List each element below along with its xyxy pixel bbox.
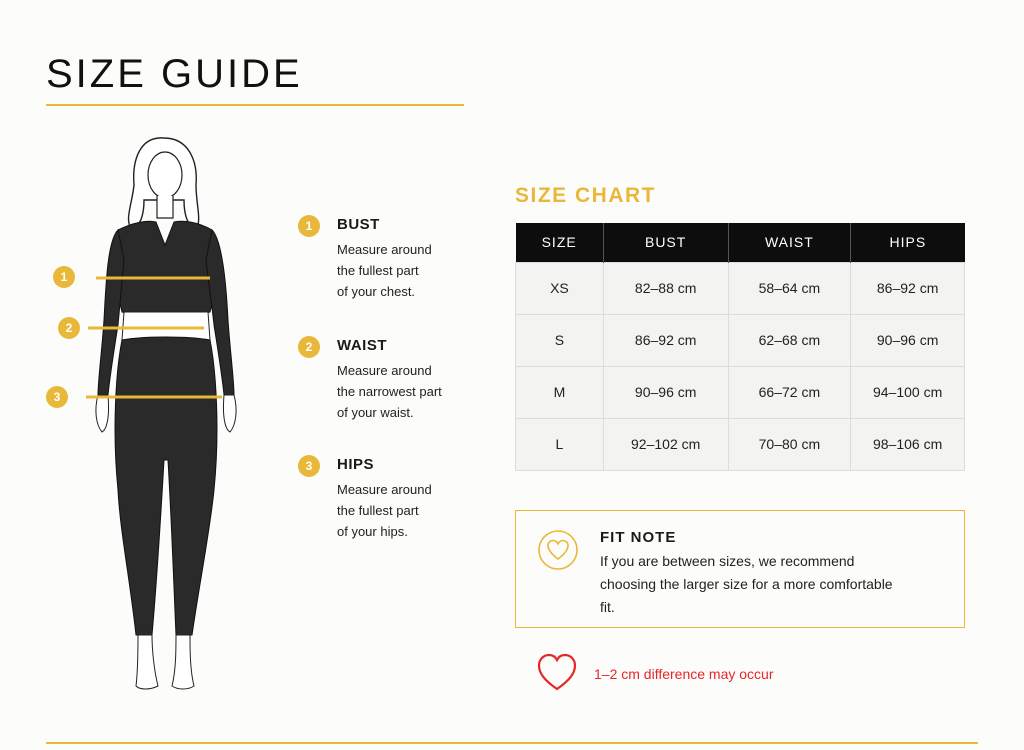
measurement-description: Measure around the narrowest part of your waist. xyxy=(337,363,442,420)
table-cell: 86–92 cm xyxy=(851,262,965,314)
table-cell: 58–64 cm xyxy=(728,262,851,314)
fit-note-box xyxy=(515,510,965,628)
column-header-bust: BUST xyxy=(603,223,728,262)
measurement-number-badge: 2 xyxy=(298,336,320,358)
measurement-number-badge: 1 xyxy=(298,215,320,237)
table-cell: 70–80 cm xyxy=(728,418,851,470)
table-cell: 66–72 cm xyxy=(728,366,851,418)
measurement-description: Measure around the fullest part of your chest. xyxy=(337,242,432,299)
title-divider xyxy=(46,104,464,106)
measurement-label: HIPS xyxy=(337,456,375,473)
heart-circle-icon xyxy=(537,529,579,571)
table-cell: XS xyxy=(516,262,604,314)
table-header-row xyxy=(516,223,965,262)
table-cell: 90–96 cm xyxy=(603,366,728,418)
table-cell: 98–106 cm xyxy=(851,418,965,470)
table-cell: 92–102 cm xyxy=(603,418,728,470)
size-difference-disclaimer: 1–2 cm difference may occur xyxy=(594,666,774,682)
fit-note-text: If you are between sizes, we recommend choosing the larger size for a more comfortable fit. xyxy=(600,553,893,615)
measurement-number-badge: 3 xyxy=(298,455,320,477)
body-figure-illustration xyxy=(44,130,274,700)
table-row xyxy=(516,314,965,366)
table-row xyxy=(516,366,965,418)
table-cell: 86–92 cm xyxy=(603,314,728,366)
size-chart-title: SIZE CHART xyxy=(515,184,656,207)
measurement-label: BUST xyxy=(337,216,380,233)
column-header-size: SIZE xyxy=(516,223,604,262)
table-cell: S xyxy=(516,314,604,366)
table-cell: M xyxy=(516,366,604,418)
table-row xyxy=(516,418,965,470)
fit-note-title: FIT NOTE xyxy=(600,529,677,546)
table-row xyxy=(516,262,965,314)
table-cell: 90–96 cm xyxy=(851,314,965,366)
svg-text:3: 3 xyxy=(53,390,61,404)
size-chart-table xyxy=(515,223,965,471)
heart-outline-icon xyxy=(536,652,578,692)
table-cell: L xyxy=(516,418,604,470)
measurement-label: WAIST xyxy=(337,337,387,354)
svg-text:2: 2 xyxy=(65,321,73,335)
page-title: SIZE GUIDE xyxy=(46,52,303,96)
column-header-hips: HIPS xyxy=(851,223,965,262)
svg-text:1: 1 xyxy=(60,270,68,284)
table-cell: 82–88 cm xyxy=(603,262,728,314)
table-cell: 62–68 cm xyxy=(728,314,851,366)
column-header-waist: WAIST xyxy=(728,223,851,262)
bottom-divider xyxy=(46,742,978,744)
table-cell: 94–100 cm xyxy=(851,366,965,418)
measurement-description: Measure around the fullest part of your hips. xyxy=(337,482,432,539)
